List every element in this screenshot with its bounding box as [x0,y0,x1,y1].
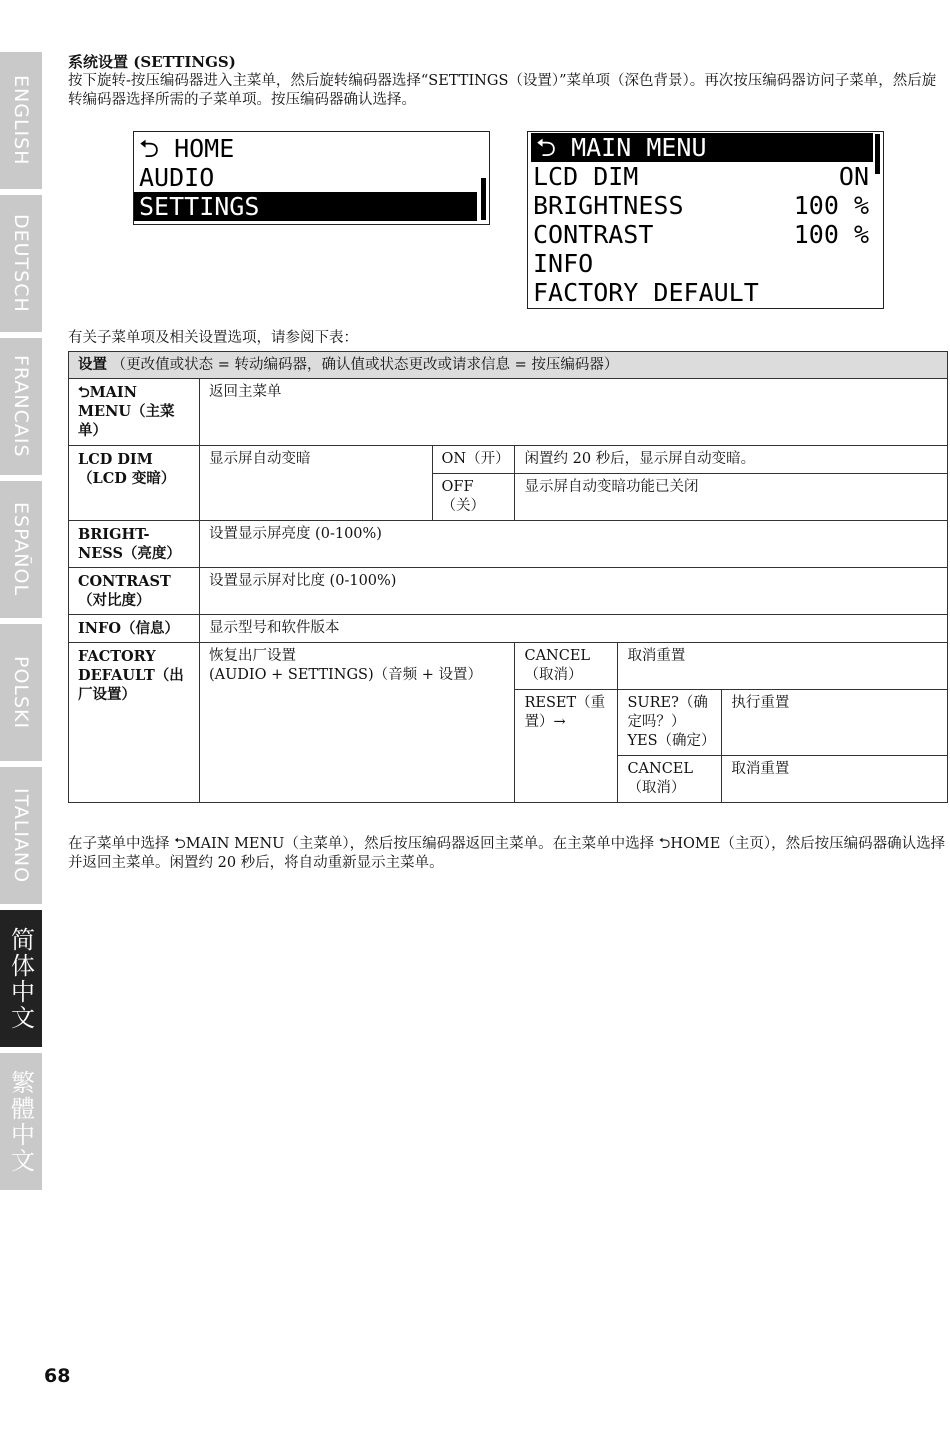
table-header-row [69,352,948,379]
option-off-desc: 显示屏自动变暗功能已关闭 [515,474,948,521]
row-desc-factory-default: 恢复出厂设置 (AUDIO + SETTINGS)（音频 + 设置） [199,643,515,803]
section-title: 系统设置 (SETTINGS) [68,53,236,71]
option-sure-yes: SURE?（确定吗？）YES（确定） [618,690,722,756]
option-cancel-2: CANCEL（取消） [618,756,722,803]
option-off: OFF（关） [432,474,515,521]
row-label-brightness: BRIGHT-NESS（亮度） [69,521,200,568]
lcd-row-contrast: CONTRAST 100 % [533,220,869,249]
lang-tab-espanol[interactable]: ESPAÑOL [0,481,42,618]
option-cancel-2-desc: 取消重置 [722,756,948,803]
lcd-row-factory-default: FACTORY DEFAULT [533,278,759,307]
row-desc-main-menu: 返回主菜单 [199,379,947,446]
lang-tab-english[interactable]: ENGLISH [0,52,42,189]
settings-section [68,53,948,110]
option-cancel-desc: 取消重置 [618,643,948,690]
option-reset: RESET（重置）→ [515,690,618,803]
lcd-scrollbar [875,134,880,174]
section-intro: 按下旋转-按压编码器进入主菜单，然后旋转编码器选择“SETTINGS（设置）”菜单项（深色背景）。再次按压编码器访问子菜单，然后旋转编码器选择所需的子菜单项。按压编码器确认选择。 [68,73,937,108]
lang-tab-francais[interactable]: FRANCAIS [0,338,42,475]
lcd-row-settings-selected: SETTINGS [134,192,477,221]
lang-tab-deutsch[interactable]: DEUTSCH [0,195,42,332]
row-label-main-menu: ⮌MAIN MENU（主菜单） [69,379,200,446]
lcd-settings-menu [527,131,884,309]
lang-tab-traditional-chinese[interactable]: 繁體中文 [0,1053,42,1190]
row-desc-brightness: 设置显示屏亮度 (0-100%) [199,521,947,568]
row-desc-contrast: 设置显示屏对比度 (0-100%) [199,568,947,615]
row-label-factory-default: FACTORY DEFAULT（出厂设置） [69,643,200,803]
lcd-scrollbar [481,178,486,220]
lcd-row-main-menu-selected: ⮌ MAIN MENU [531,133,873,162]
table-header: 设置 （更改值或状态 = 转动编码器，确认值或状态更改或请求信息 = 按压编码器） [69,352,948,379]
row-label-info: INFO（信息） [69,615,200,643]
lang-tab-polski[interactable]: POLSKI [0,624,42,761]
option-on-desc: 闲置约 20 秒后，显示屏自动变暗。 [515,446,948,474]
lang-tab-italiano[interactable]: ITALIANO [0,767,42,904]
option-sure-yes-desc: 执行重置 [722,690,948,756]
lcd-main-menu [133,131,490,225]
table-row [69,521,948,568]
page-number: 68 [44,1365,71,1387]
lcd-row-info: INFO [533,249,594,278]
table-row [69,568,948,615]
option-on: ON（开） [432,446,515,474]
lang-tab-simplified-chinese[interactable]: 简体中文 [0,910,42,1047]
table-intro: 有关子菜单项及相关设置选项，请参阅下表： [68,330,358,346]
lcd-row-lcd-dim: LCD DIM ON [533,162,869,191]
table-row [69,379,948,446]
row-label-lcd-dim: LCD DIM（LCD 变暗） [69,446,200,521]
row-label-contrast: CONTRAST（对比度） [69,568,200,615]
table-row [69,643,948,690]
row-desc-lcd-dim: 显示屏自动变暗 [199,446,432,521]
lcd-row-brightness: BRIGHTNESS 100 % [533,191,869,220]
row-desc-info: 显示型号和软件版本 [199,615,947,643]
lcd-row-audio: AUDIO [139,163,215,192]
table-row [69,446,948,474]
table-row [69,615,948,643]
lcd-row-home: ⮌ HOME [139,134,235,163]
option-cancel: CANCEL（取消） [515,643,618,690]
settings-table [68,351,948,803]
footnote: 在子菜单中选择 ⮌MAIN MENU（主菜单），然后按压编码器返回主菜单。在主菜单中选择 ⮌HOME（主页），然后按压编码器确认选择并返回主菜单。闲置约 20 秒后，将自动重新显示主菜单。 [68,836,946,871]
